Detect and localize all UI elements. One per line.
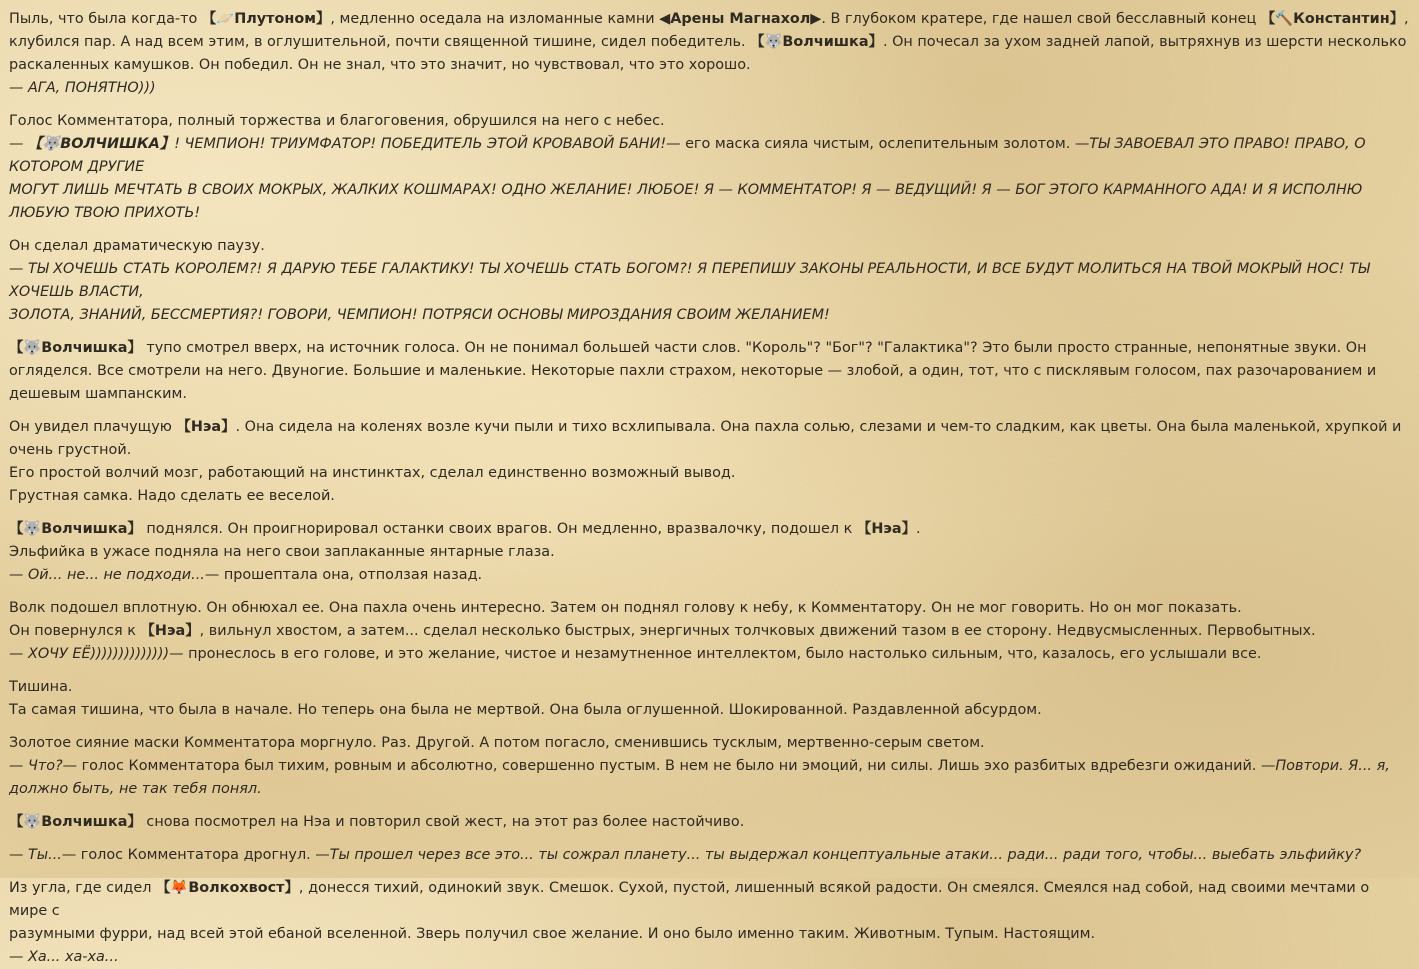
text: . В глубоком кратере, где нашел свой бесславный конец xyxy=(821,11,1261,27)
paragraph-2 xyxy=(9,110,1410,225)
dialogue-line: — АГА, ПОНЯТНО))) xyxy=(9,80,156,96)
dialogue-line: должно быть, не так тебя понял. xyxy=(9,781,262,797)
paragraph-7 xyxy=(9,597,1410,666)
text: — пронеслось в его голове, и это желание, чистое и незамутненное интеллектом, было настолько сильным, что, казалось, его услышали все. xyxy=(169,646,1262,662)
paragraph-12 xyxy=(9,877,1410,969)
tag-pluto: 【🪐Плутоном】 xyxy=(201,11,331,27)
text: . Она сидела на коленях возле кучи пыли и тихо всхлипывала. Она пахла солью, слезами и чем-то сладким, как цветы. Она была маленькой, хрупкой и xyxy=(235,419,1402,435)
text: — xyxy=(9,136,28,152)
paragraph-10 xyxy=(9,811,1410,834)
text: Пыль, что была когда-то xyxy=(9,11,202,27)
text: — его маска сияла чистым, ослепительным золотом. — xyxy=(666,136,1090,152)
dialogue-text: ! ЧЕМПИОН! ТРИУМФАТОР! ПОБЕДИТЕЛЬ ЭТОЙ КРОВАВОЙ БАНИ! xyxy=(174,136,667,152)
text: Он повернулся к xyxy=(9,623,141,639)
paragraph-11 xyxy=(9,844,1410,867)
paragraph-5 xyxy=(9,416,1410,508)
text: Он увидел плачущую xyxy=(9,419,177,435)
text: , медленно оседала на изломанные камни xyxy=(330,11,660,27)
text-line: дешевым шампанским. xyxy=(9,386,187,402)
dialogue-line: ЗОЛОТА, ЗНАНИЙ, БЕССМЕРТИЯ?! ГОВОРИ, ЧЕМПИОН! ПОТРЯСИ ОСНОВЫ МИРОЗДАНИЯ СВОИМ ЖЕЛАНИЕМ! xyxy=(9,307,830,323)
tag-wolf: 【🐺Волчишка】 xyxy=(750,34,883,50)
tag-wolf: 【🐺Волчишка】 xyxy=(9,521,142,537)
paragraph-1 xyxy=(9,8,1410,100)
text-line: разумными фурри, над всей этой ебаной вселенной. Зверь получил свое желание. И оно было именно таким. Животным. Тупым. Настоящим. xyxy=(9,926,1096,942)
text-line: Голос Комментатора, полный торжества и благоговения, обрушился на него с небес. xyxy=(9,113,665,129)
tag-wolf: 【🐺Волчишка】 xyxy=(9,340,142,356)
dialogue-text: — Ой... не... не подходи... xyxy=(9,567,205,583)
text-line: очень грустной. xyxy=(9,442,132,458)
text-line: огляделся. Все смотрели на него. Двуногие. Большие и маленькие. Некоторые пахли страхом, некоторые — злобой, а один, тот, что с писклявым голосом, пах разочарованием и xyxy=(9,363,1377,379)
text-line: Его простой волчий мозг, работающий на инстинктах, сделал единственно возможный вывод. xyxy=(9,465,736,481)
tag-nea: 【Нэа】 xyxy=(140,623,200,639)
text-line: Эльфийка в ужасе подняла на него свои заплаканные янтарные глаза. xyxy=(9,544,555,560)
text: — голос Комментатора дрогнул. — xyxy=(61,847,330,863)
text: клубился пар. А над всем этим, в оглушительной, почти священной тишине, сидел победитель. xyxy=(9,34,751,50)
tag-konstantin: 【🔨Константин】 xyxy=(1260,11,1405,27)
dialogue-line: — ТЫ ХОЧЕШЬ СТАТЬ КОРОЛЕМ?! Я ДАРУЮ ТЕБЕ ГАЛАКТИКУ! ТЫ ХОЧЕШЬ СТАТЬ БОГОМ?! Я ПЕРЕПИШУ ЗАКОНЫ РЕАЛЬНОСТИ, И ВСЕ БУДУТ МОЛИТЬСЯ НА ТВОЙ МОКРЫЙ НОС! ТЫ ХОЧЕШЬ ВЛАСТИ, xyxy=(9,261,1375,300)
paragraph-8 xyxy=(9,676,1410,722)
paragraph-3 xyxy=(9,235,1410,327)
tag-wolf: 【🐺Волчишка】 xyxy=(9,814,142,830)
dialogue-text: — Ты... xyxy=(9,847,62,863)
dialogue-line: МОГУТ ЛИШЬ МЕЧТАТЬ В СВОИХ МОКРЫХ, ЖАЛКИХ КОШМАРАХ! ОДНО ЖЕЛАНИЕ! ЛЮБОЕ! Я — КОММЕНТАТОР! Я — ВЕДУЩИЙ! Я — БОГ ЭТОГО КАРМАННОГО АДА! И Я ИСПОЛНЮ ЛЮБУЮ ТВОЮ ПРИХОТЬ! xyxy=(9,182,1367,221)
dialogue-text: — ХОЧУ ЕЁ)))))))))))))) xyxy=(9,646,170,662)
text: Из угла, где сидел xyxy=(9,880,157,896)
text: — прошептала она, отползая назад. xyxy=(204,567,483,583)
tag-nea: 【Нэа】 xyxy=(856,521,916,537)
tag-nea: 【Нэа】 xyxy=(176,419,236,435)
paragraph-4 xyxy=(9,337,1410,406)
text-line: Та самая тишина, что была в начале. Но теперь она была не мертвой. Она была оглушенной. Шокированной. Раздавленной абсурдом. xyxy=(9,702,1042,718)
text: . xyxy=(916,521,921,537)
dialogue-text: Ты прошел через все это... ты сожрал планету... ты выдержал концептуальные атаки... ради... ради того, чтобы... выебать эльфийку? xyxy=(329,847,1362,863)
tag-wolf: 【🐺ВОЛЧИШКА】 xyxy=(27,136,175,152)
dialogue-text: Повтори. Я... я, xyxy=(1275,758,1390,774)
text: , вильнул хвостом, а затем... сделал несколько быстрых, энергичных толчковых движений тазом в ее сторону. Недвусмысленных. Первобытных. xyxy=(199,623,1316,639)
dialogue-text: ТЫ ЗАВОЕВАЛ ЭТО ПРАВО! ПРАВО, О КОТОРОМ ДРУГИЕ xyxy=(9,136,1371,175)
dialogue-text: — Что? xyxy=(9,758,63,774)
text-line: Грустная самка. Надо сделать ее веселой. xyxy=(9,488,335,504)
text: — голос Комментатора был тихим, ровным и абсолютно, совершенно пустым. В нем не было ни эмоций, ни силы. Лишь эхо разбитых вдребезги ожиданий. — xyxy=(62,758,1276,774)
text-line: Волк подошел вплотную. Он обнюхал ее. Она пахла очень интересно. Затем он поднял голову к небу, к Комментатору. Он не мог говорить. Но он мог показать. xyxy=(9,600,1242,616)
text: снова посмотрел на Нэа и повторил свой жест, на этот раз более настойчиво. xyxy=(141,814,745,830)
text: тупо смотрел вверх, на источник голоса. Он не понимал большей части слов. "Король"? "Бог"? "Галактика"? Это были просто странные, непонятные звуки. Он xyxy=(141,340,1367,356)
paragraph-6 xyxy=(9,518,1410,587)
paragraph-9 xyxy=(9,732,1410,801)
text-line: Золотое сияние маски Комментатора моргнуло. Раз. Другой. А потом погасло, сменившись тусклым, мертвенно-серым светом. xyxy=(9,735,985,751)
text: . Он почесал за ухом задней лапой, вытряхнув из шерсти несколько xyxy=(882,34,1407,50)
tag-arena: ◀Арены Магнахол▶ xyxy=(659,11,822,27)
dialogue-line: — Ха... ха-ха... xyxy=(9,949,119,965)
text-line: Тишина. xyxy=(9,679,73,695)
text-line: Он сделал драматическую паузу. xyxy=(9,238,265,254)
tag-volkokhvost: 【🦊Волкохвост】 xyxy=(156,880,299,896)
text: , донесся тихий, одинокий звук. Смешок. Сухой, пустой, лишенный всякой радости. Он смеялся. Смеялся над собой, над своими мечтами о мире с xyxy=(9,880,1374,919)
text: , xyxy=(1404,11,1409,27)
text-line: раскаленных камушков. Он победил. Он не знал, что это значит, но чувствовал, что это хорошо. xyxy=(9,57,751,73)
text: поднялся. Он проигнорировал останки своих врагов. Он медленно, вразвалочку, подошел к xyxy=(141,521,857,537)
